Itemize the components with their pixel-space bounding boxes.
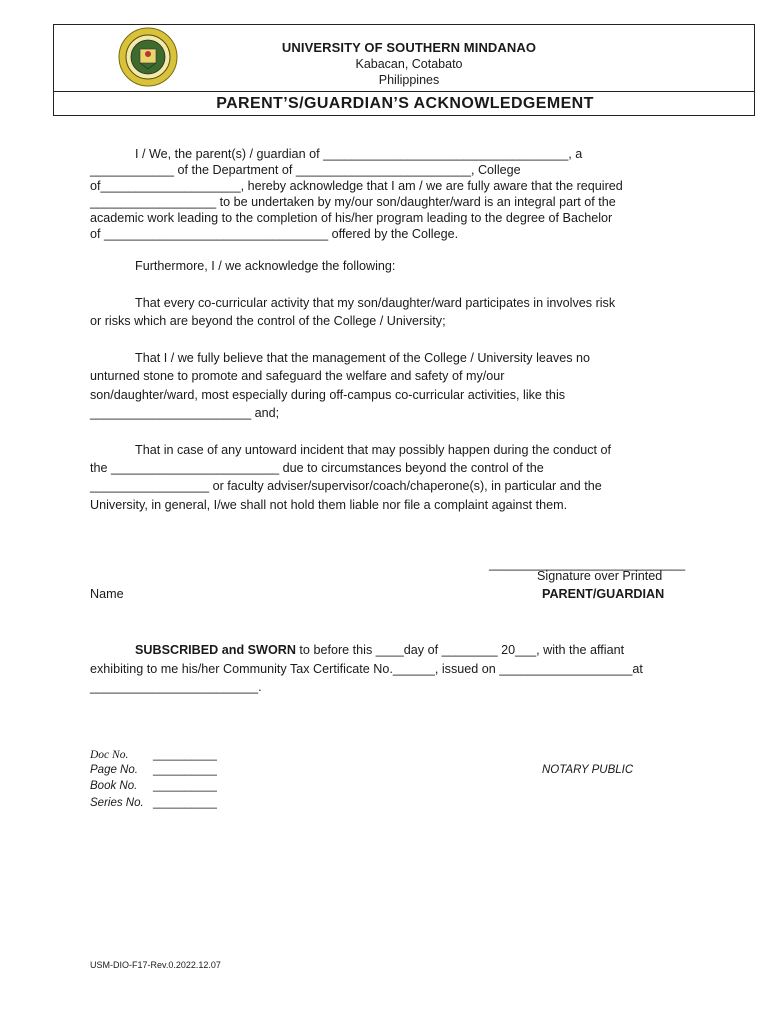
- oath-lead: SUBSCRIBED and SWORN: [135, 643, 296, 657]
- p5-line4: University, in general, I/we shall not hold them liable nor file a complaint against them.: [90, 498, 568, 512]
- doc-no-blank: __________: [153, 749, 217, 761]
- university-seal-icon: [118, 27, 178, 87]
- p5-line2: the ________________________ due to circumstances beyond the control of the: [90, 461, 544, 475]
- p3-line1: That every co-curricular activity that my son/daughter/ward participates in involves risk: [135, 296, 616, 310]
- page-no-blank: __________: [153, 764, 217, 776]
- p3-line2: or risks which are beyond the control of the College / University;: [90, 314, 446, 328]
- series-no-blank: __________: [153, 797, 217, 809]
- p1-line2: ____________ of the Department of _________________________, College: [90, 163, 521, 177]
- form-title: PARENT’S/GUARDIAN’S ACKNOWLEDGEMENT: [216, 95, 594, 112]
- p5-line3: _________________ or faculty adviser/supervisor/coach/chaperone(s), in particular and the: [90, 479, 602, 493]
- university-location-line1: Kabacan, Cotabato: [355, 57, 463, 71]
- book-no-blank: __________: [153, 780, 217, 792]
- book-no-label: Book No.: [90, 780, 138, 792]
- parent-guardian-label: PARENT/GUARDIAN: [542, 587, 665, 601]
- series-no-label: Series No.: [90, 797, 144, 809]
- university-name: UNIVERSITY OF SOUTHERN MINDANAO: [281, 40, 537, 55]
- header-box: [53, 24, 755, 116]
- university-location-line2: Philippines: [378, 73, 440, 87]
- name-label: Name: [90, 587, 124, 601]
- doc-no-label: Doc No.: [90, 749, 129, 761]
- notary-public-label: NOTARY PUBLIC: [542, 764, 634, 776]
- p4-line1: That I / we fully believe that the management of the College / University leaves no: [135, 351, 591, 365]
- p1-line5: academic work leading to the completion of his/her program leading to the degree of Bachelor: [90, 211, 613, 225]
- signature-line: ____________________________: [489, 557, 686, 571]
- oath-line3: ________________________.: [90, 680, 262, 694]
- p2-text: Furthermore, I / we acknowledge the following:: [135, 259, 396, 273]
- p1-line4: __________________ to be undertaken by my/our son/daughter/ward is an integral part of the: [90, 195, 616, 209]
- p4-line3: son/daughter/ward, most especially during off-campus co-curricular activities, like this: [90, 388, 566, 402]
- p4-line4: _______________________ and;: [90, 406, 280, 420]
- p1-line1: I / We, the parent(s) / guardian of ___________________________________, a: [135, 147, 583, 161]
- p1-line6: of ________________________________ offered by the College.: [90, 227, 459, 241]
- p5-line1: That in case of any untoward incident that may possibly happen during the conduct of: [135, 443, 612, 457]
- signature-caption: Signature over Printed: [537, 569, 663, 583]
- oath-line1-rest: to before this ____day of ________ 20___, with the affiant: [295, 643, 625, 657]
- oath-line2: exhibiting to me his/her Community Tax Certificate No.______, issued on ___________________at: [90, 662, 643, 676]
- p1-line3: of____________________, hereby acknowledge that I am / we are fully aware that the required: [90, 179, 623, 193]
- oath-line1: [135, 642, 624, 658]
- header-divider: [54, 91, 754, 92]
- p4-line2: unturned stone to promote and safeguard the welfare and safety of my/our: [90, 369, 505, 383]
- form-code: USM-DIO-F17-Rev.0.2022.12.07: [90, 960, 221, 970]
- page-no-label: Page No.: [90, 764, 138, 776]
